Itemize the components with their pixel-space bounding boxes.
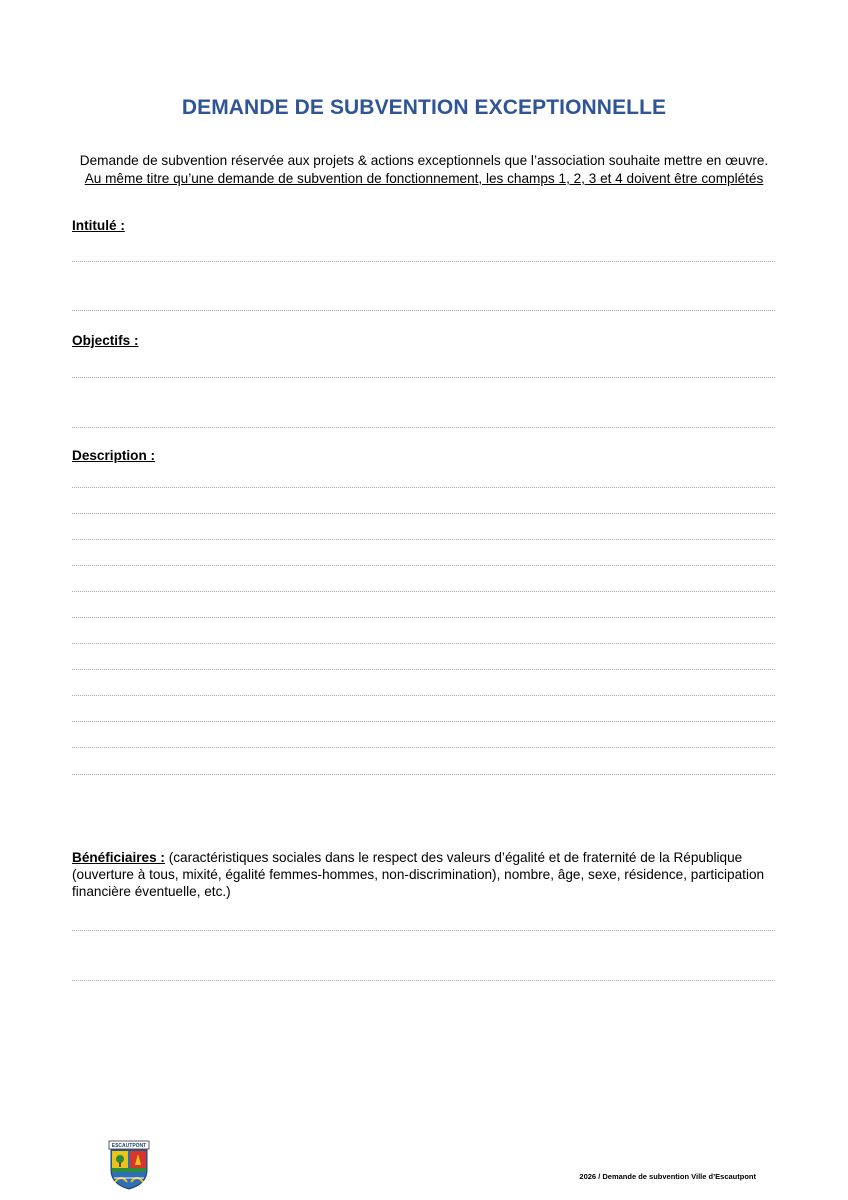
description-line[interactable]	[72, 721, 775, 722]
description-line[interactable]	[72, 747, 775, 748]
description-label: Description :	[72, 448, 156, 463]
page-title: DEMANDE DE SUBVENTION EXCEPTIONNELLE	[181, 96, 667, 119]
svg-text:ESCAUTPONT: ESCAUTPONT	[111, 1143, 147, 1149]
beneficiaires-paragraph	[72, 849, 778, 900]
intitule-line[interactable]	[72, 310, 775, 311]
objectifs-label: Objectifs :	[72, 333, 139, 348]
page-footer: 2026 / Demande de subvention Ville d’Escautpont	[579, 1172, 756, 1181]
beneficiaires-line[interactable]	[72, 980, 775, 981]
description-line[interactable]	[72, 617, 775, 618]
description-line[interactable]	[72, 669, 775, 670]
description-line[interactable]	[72, 643, 775, 644]
beneficiaires-line[interactable]	[72, 930, 775, 931]
objectifs-line[interactable]	[72, 377, 775, 378]
description-line[interactable]	[72, 513, 775, 514]
description-line[interactable]	[72, 695, 775, 696]
description-line[interactable]	[72, 565, 775, 566]
objectifs-line[interactable]	[72, 427, 775, 428]
intro-note: Au même titre qu’une demande de subvention de fonctionnement, les champs 1, 2, 3 et 4 doivent être complétés	[84, 171, 764, 186]
intitule-line[interactable]	[72, 261, 775, 262]
intro-text: Demande de subvention réservée aux projets & actions exceptionnels que l’association souhaite mettre en œuvre.	[79, 153, 769, 168]
description-line[interactable]	[72, 487, 775, 488]
description-line[interactable]	[72, 774, 775, 775]
beneficiaires-label: Bénéficiaires :	[72, 850, 165, 865]
description-line[interactable]	[72, 539, 775, 540]
intitule-label: Intitulé :	[72, 218, 125, 233]
escautpont-logo	[108, 1140, 150, 1190]
description-line[interactable]	[72, 591, 775, 592]
beneficiaires-description: (caractéristiques sociales dans le respect des valeurs d’égalité et de fraternité de la République (ouverture à tous, mixité, égalité femmes-hommes, non-discrimination), nombre, âge, sexe, résidence, participation financière éventuelle, etc.)	[72, 850, 765, 899]
